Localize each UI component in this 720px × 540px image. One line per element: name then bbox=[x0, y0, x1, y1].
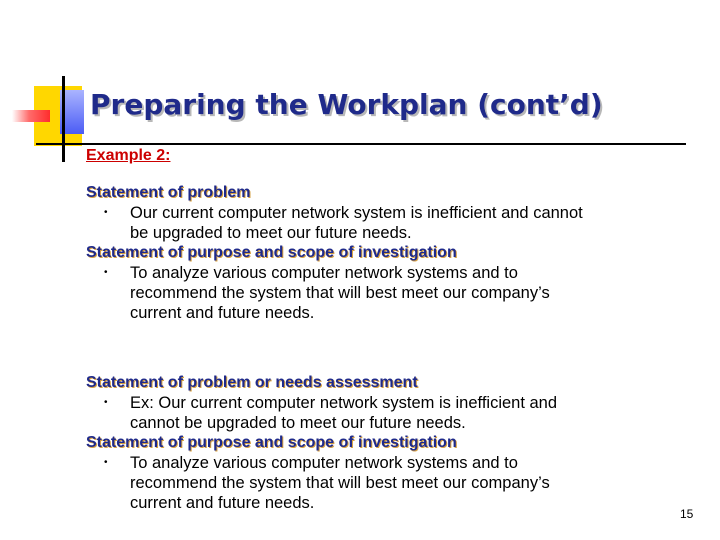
problem-bullet-item bbox=[86, 393, 696, 433]
example-block-2 bbox=[86, 373, 696, 513]
bullet-icon: • bbox=[104, 207, 108, 218]
problem-heading: Statement of problem or needs assessment bbox=[86, 374, 418, 391]
example-label: Example 2: bbox=[86, 147, 171, 164]
bullet-icon: • bbox=[104, 397, 108, 408]
decorative-red-bar bbox=[12, 110, 50, 122]
title-underline bbox=[36, 143, 686, 145]
page-number: 15 bbox=[680, 507, 694, 521]
purpose-text-line: To analyze various computer network systems and to bbox=[130, 264, 518, 282]
purpose-text-line: current and future needs. bbox=[130, 494, 315, 512]
bullet-icon: • bbox=[104, 267, 108, 278]
decorative-vertical-line bbox=[62, 76, 65, 162]
problem-bullet-item bbox=[86, 203, 696, 243]
problem-text-line: be upgraded to meet our future needs. bbox=[130, 224, 412, 242]
purpose-heading: Statement of purpose and scope of investigation bbox=[86, 244, 457, 261]
purpose-heading: Statement of purpose and scope of investigation bbox=[86, 434, 457, 451]
purpose-bullet-item bbox=[86, 263, 696, 323]
problem-text-line: Ex: Our current computer network system is inefficient and bbox=[130, 394, 558, 412]
purpose-bullet-item bbox=[86, 453, 696, 513]
slide-title: Preparing the Workplan (cont’d) bbox=[90, 88, 603, 121]
problem-heading: Statement of problem bbox=[86, 184, 251, 201]
purpose-text-line: recommend the system that will best meet our company’s bbox=[130, 284, 550, 302]
problem-text-line: Our current computer network system is inefficient and cannot bbox=[130, 204, 583, 222]
purpose-text-line: To analyze various computer network systems and to bbox=[130, 454, 518, 472]
problem-text-line: cannot be upgraded to meet our future needs. bbox=[130, 414, 466, 432]
purpose-text-line: recommend the system that will best meet our company’s bbox=[130, 474, 550, 492]
purpose-text-line: current and future needs. bbox=[130, 304, 315, 322]
example-block-1 bbox=[86, 183, 696, 323]
bullet-icon: • bbox=[104, 457, 108, 468]
